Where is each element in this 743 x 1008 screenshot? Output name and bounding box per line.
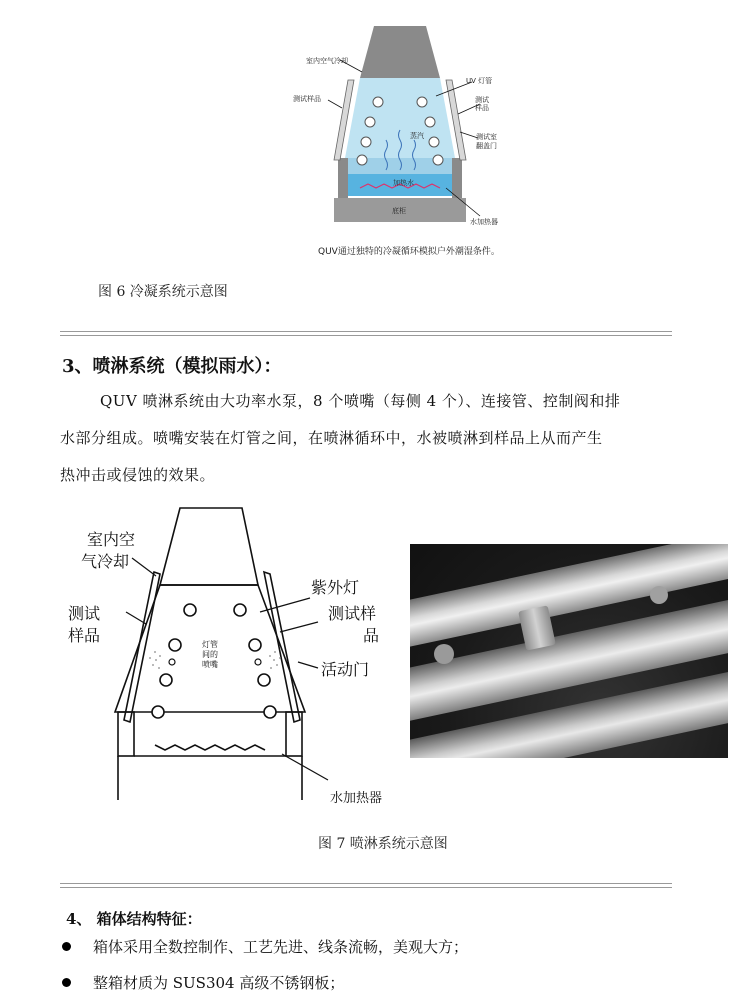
fig7-label-sample-left-line1: 测试	[68, 604, 101, 623]
fig7-label-uv-lamp: 紫外灯	[311, 578, 360, 597]
fig6-inner-caption: QUV通过独特的冷凝循环模拟户外潮湿条件。	[318, 247, 500, 257]
bullet-icon	[62, 942, 71, 951]
list-item-text: 箱体采用全数控制作、工艺先进、线条流畅，美观大方；	[93, 938, 469, 956]
list-item-text: 整箱材质为 SUS304 高级不锈钢板；	[93, 974, 345, 992]
fig7-label-sample-left-line2: 样品	[68, 626, 101, 645]
fig6-label-hot-water: 加热水	[393, 179, 414, 187]
section3-para-line2: 水部分组成。喷嘴安装在灯管之间，在喷淋循环中，水被喷淋到样品上从而产生	[60, 429, 603, 447]
fig6-label-water-heater: 水加热器	[470, 218, 498, 226]
fig7-label-movable-door: 活动门	[321, 660, 370, 679]
section3-para-line3: 热冲击或侵蚀的效果。	[60, 466, 216, 484]
fig7-label-nozzle-l3: 喷嘴	[202, 660, 218, 669]
fig7-caption: 图 7 喷淋系统示意图	[318, 836, 448, 852]
fig6-label-uv-lamp: UV 灯管	[466, 77, 493, 85]
list-item	[62, 972, 344, 993]
list-item	[62, 936, 468, 957]
section4-heading: 4、 箱体结构特征：	[66, 910, 202, 928]
fig7-label-nozzle-l2: 间的	[202, 650, 218, 659]
spray-nozzle-photo	[410, 544, 728, 758]
fig7-label-water-heater: 水加热器	[330, 791, 383, 806]
fig7-label-sample-right-line2: 品	[363, 626, 380, 645]
section3-para-line1: QUV 喷淋系统由大功率水泵，8 个喷嘴（每侧 4 个）、连接管、控制阀和排	[100, 392, 621, 410]
fig7-label-room-air-line1: 室内空	[87, 530, 136, 549]
condensation-diagram	[290, 20, 540, 240]
fig6-label-door-line1: 测试室	[476, 133, 497, 141]
fig6-label-door-line2: 翻盖门	[476, 142, 497, 150]
fig6-label-test-sample: 测试样品	[293, 95, 321, 103]
fig7-label-sample-right-line1: 测试样	[328, 604, 377, 623]
section-divider	[60, 331, 672, 336]
fig6-label-vapor: 蒸汽	[410, 132, 424, 140]
section3-heading: 3、喷淋系统（模拟雨水）：	[62, 356, 282, 377]
fig7-label-nozzle	[202, 640, 218, 670]
fig6-label-test-sample-right: 测试样品	[475, 96, 489, 112]
fig6-label-room-air-cooling: 室内空气冷却	[306, 57, 348, 65]
bullet-icon	[62, 978, 71, 987]
fig7-label-nozzle-l1: 灯管	[202, 640, 218, 649]
fig6-caption: 图 6 冷凝系统示意图	[98, 284, 228, 300]
section-divider-2	[60, 883, 672, 888]
fig6-label-base-cabinet: 底柜	[392, 207, 406, 215]
fig7-label-room-air-line2: 气冷却	[81, 552, 130, 571]
